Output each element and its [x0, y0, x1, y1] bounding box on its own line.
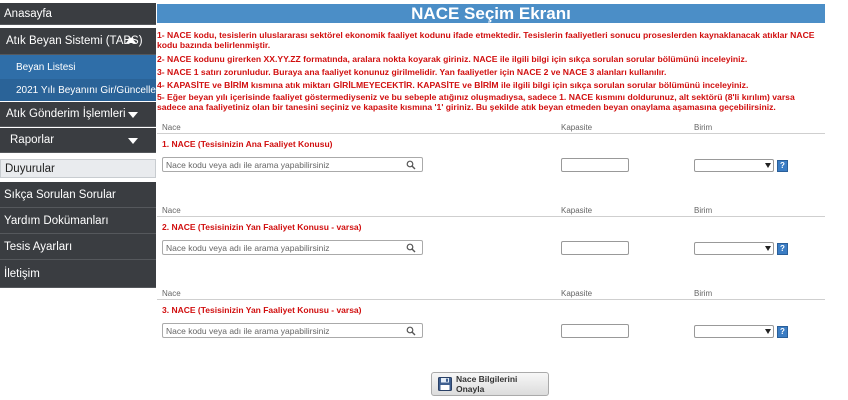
chevron-down-icon: [765, 163, 771, 168]
notice-4: 4- KAPASİTE ve BİRİM kısmına atık miktarı GİRİLMEYECEKTİR. KAPASİTE ve BİRİM ile ilgili bilgi için sıkça sorulan sorular bölümünü inceleyiniz.: [157, 80, 749, 90]
notice-3: 3- NACE 1 satırı zorunludur. Buraya ana faaliyet konunuz girilmelidir. Yan faaliyetler için NACE 2 ve NACE 3 alanları kullanılır.: [157, 67, 667, 77]
sidebar-item-label: Raporlar: [10, 134, 55, 146]
sidebar-item-atik-gonderim[interactable]: [0, 102, 156, 127]
sidebar: [0, 0, 156, 400]
sidebar-item-label: İletişim: [4, 267, 40, 280]
floppy-disk-icon: [438, 377, 452, 391]
help-icon[interactable]: ?: [777, 243, 788, 255]
sidebar-item-sss[interactable]: [0, 182, 156, 208]
section-title-nace-3: 3. NACE (Tesisinizin Yan Faaliyet Konusu - varsa): [162, 305, 362, 315]
column-kapasite: Kapasite: [561, 123, 593, 132]
sidebar-item-label: 2021 Yılı Beyanını Gir/Güncelle: [16, 84, 156, 96]
search-icon[interactable]: [406, 326, 416, 336]
sidebar-item-tesis-ayarlari[interactable]: [0, 234, 156, 260]
sidebar-item-label: Beyan Listesi: [16, 61, 76, 73]
nace-1-kapasite-input[interactable]: [561, 158, 629, 172]
nace-1-search-input[interactable]: [163, 159, 401, 171]
nace-1-birim-select[interactable]: [694, 159, 774, 172]
column-kapasite: Kapasite: [561, 289, 593, 298]
nace-3-search-input[interactable]: [163, 325, 401, 337]
chevron-down-icon: [765, 329, 771, 334]
column-birim: Birim: [694, 123, 713, 132]
main-content: [157, 0, 825, 400]
sidebar-item-tabs[interactable]: [0, 28, 156, 55]
nace-2-kapasite-input[interactable]: [561, 241, 629, 255]
notice-2: 2- NACE kodunu girerken XX.YY.ZZ formatında, aralara nokta koyarak giriniz. NACE ile ilgili bilgi için sıkça sorulan sorular bölümünü inceleyiniz.: [157, 54, 748, 64]
sidebar-item-label: Duyurular: [5, 162, 55, 175]
confirm-button-label: Nace Bilgilerini Onayla: [455, 374, 518, 394]
chevron-down-icon: [128, 138, 138, 144]
sidebar-item-anasayfa[interactable]: [0, 3, 156, 25]
nace-3-birim-select[interactable]: [694, 325, 774, 338]
column-birim: Birim: [694, 206, 713, 215]
sidebar-subitem-beyan-gir[interactable]: [0, 79, 156, 101]
nace-2-search-input[interactable]: [163, 242, 401, 254]
chevron-up-icon: [126, 37, 136, 43]
nace-3-search-box: [162, 323, 423, 338]
search-icon[interactable]: [406, 243, 416, 253]
confirm-nace-button[interactable]: [431, 372, 549, 396]
sidebar-item-label: Tesis Ayarları: [4, 240, 73, 253]
nace-2-search-box: [162, 240, 423, 255]
help-icon[interactable]: ?: [777, 160, 788, 172]
column-kapasite: Kapasite: [561, 206, 593, 215]
column-header-row: [157, 123, 825, 134]
sidebar-item-raporlar[interactable]: [0, 128, 156, 153]
column-nace: Nace: [162, 123, 181, 132]
nace-1-search-box: [162, 157, 423, 172]
column-nace: Nace: [162, 206, 181, 215]
section-title-nace-2: 2. NACE (Tesisinizin Yan Faaliyet Konusu - varsa): [162, 222, 362, 232]
sidebar-item-label: Anasayfa: [4, 7, 52, 20]
sidebar-subitem-beyan-listesi[interactable]: [0, 55, 156, 79]
sidebar-item-label: Yardım Dokümanları: [4, 214, 109, 227]
column-nace: Nace: [162, 289, 181, 298]
column-birim: Birim: [694, 289, 713, 298]
page-title: NACE Seçim Ekranı: [157, 4, 825, 23]
nace-2-birim-select[interactable]: [694, 242, 774, 255]
sidebar-item-iletisim[interactable]: [0, 260, 156, 288]
notice-1: 1- NACE kodu, tesislerin uluslararası sektörel ekonomik faaliyet kodunu ifade etmektedir. Tesislerin faaliyetleri sonucu proseslerden kaynaklanacak atıklar NACE kodu bazında belirlenmiştir.: [157, 30, 815, 50]
sidebar-item-label: Sıkça Sorulan Sorular: [4, 188, 116, 201]
column-header-row: [157, 206, 825, 217]
column-header-row: [157, 289, 825, 300]
section-title-nace-1: 1. NACE (Tesisinizin Ana Faaliyet Konusu): [162, 139, 333, 149]
sidebar-item-yardim[interactable]: [0, 208, 156, 234]
sidebar-item-duyurular[interactable]: [0, 159, 156, 178]
chevron-down-icon: [765, 246, 771, 251]
nace-3-kapasite-input[interactable]: [561, 324, 629, 338]
help-icon[interactable]: ?: [777, 326, 788, 338]
search-icon[interactable]: [406, 160, 416, 170]
chevron-down-icon: [128, 112, 138, 118]
notice-5: 5- Eğer beyan yılı içerisinde faaliyet göstermediyseniz ve bu sebeple atığınız oluşmadıysa, sadece 1. NACE kısmını doldurunuz, alt sektörü (8'li kırılım) varsa sadece ana faaliyetiniz olan bir tanesini seçiniz ve kapasite kısmına '1' giriniz. Bu şekilde atık beyan etmeden beyan onaylama aşamasına geçebilirsiniz.: [157, 92, 795, 112]
sidebar-item-label: Atık Beyan Sistemi (TABS): [6, 35, 143, 47]
sidebar-item-label: Atık Gönderim İşlemleri: [6, 108, 126, 120]
